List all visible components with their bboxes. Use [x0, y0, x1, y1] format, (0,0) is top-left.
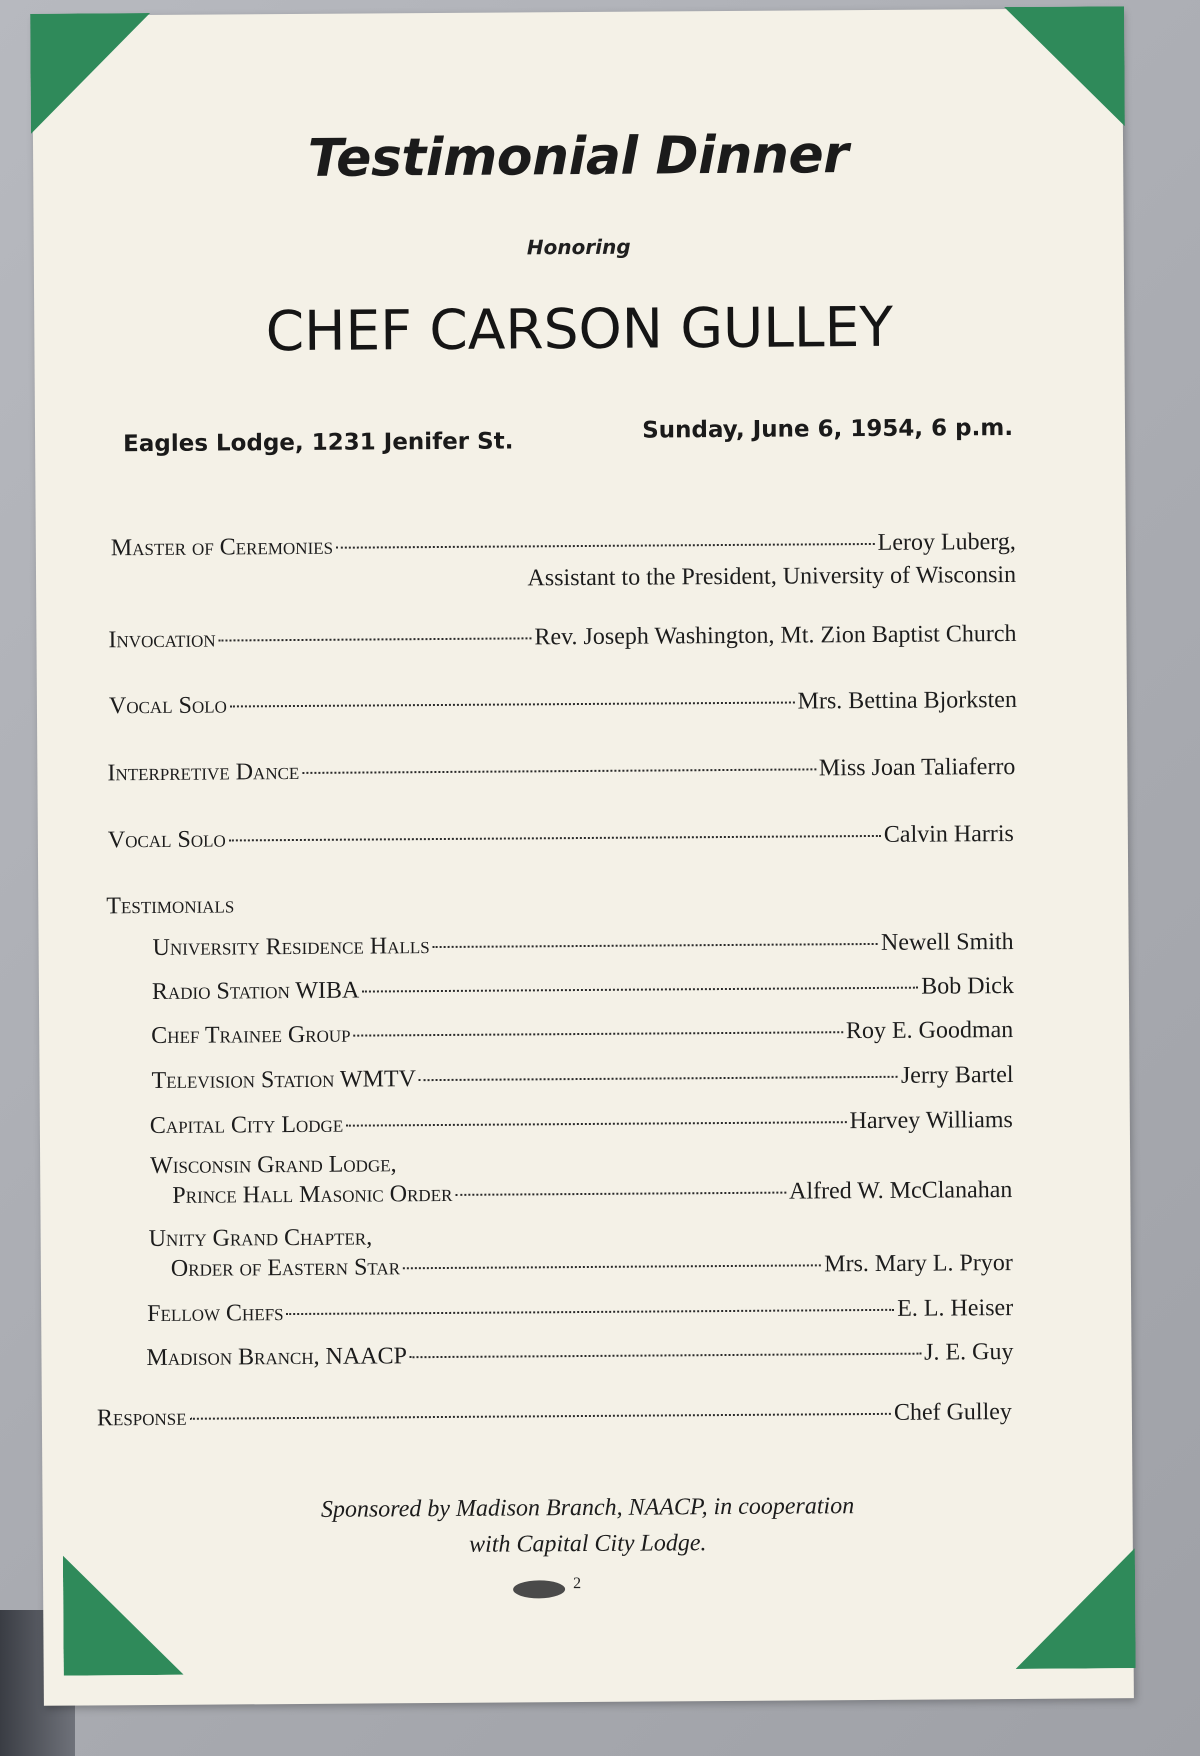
leader-dots — [433, 943, 878, 948]
testimonial-row — [147, 1295, 1013, 1328]
response-person: Chef Gulley — [893, 1399, 1012, 1426]
program-row — [111, 529, 1016, 562]
leader-dots — [287, 1309, 895, 1315]
page-title: Testimonial Dinner — [307, 125, 849, 189]
program-sheet — [32, 8, 1134, 1706]
testimonial-row — [152, 973, 1014, 1006]
program-role: Interpretive Dance — [107, 758, 300, 787]
program-row — [108, 821, 1014, 854]
program-role: Invocation — [108, 626, 216, 654]
testimonial-org: Radio Station WIBA — [151, 977, 360, 1006]
honoring-label: Honoring — [526, 234, 631, 260]
leader-dots — [362, 987, 918, 993]
photo-corner-top-left — [30, 13, 151, 134]
testimonial-person: Mrs. Mary L. Pryor — [824, 1250, 1013, 1278]
program-person: Rev. Joseph Washington, Mt. Zion Baptist Church — [534, 620, 1017, 651]
program-role: Vocal Solo — [108, 692, 227, 720]
testimonials-heading: Testimonials — [106, 892, 235, 920]
program-person: Miss Joan Taliaferro — [818, 753, 1016, 782]
leader-dots — [302, 768, 816, 774]
leader-dots — [219, 637, 532, 641]
testimonial-person: Bob Dick — [921, 972, 1015, 1000]
sponsor-line-2: with Capital City Lodge. — [469, 1530, 707, 1558]
leader-dots — [190, 1413, 891, 1420]
venue: Eagles Lodge, 1231 Jenifer St. — [123, 428, 514, 458]
testimonial-org: Chef Trainee Group — [151, 1021, 351, 1050]
leader-dots — [336, 543, 875, 549]
testimonial-row — [146, 1339, 1013, 1372]
program-person: Mrs. Bettina Bjorksten — [797, 686, 1018, 715]
testimonial-person: J. E. Guy — [924, 1339, 1014, 1366]
testimonial-org: Fellow Chefs — [147, 1300, 284, 1328]
testimonial-row — [171, 1250, 1013, 1283]
event-date: Sunday, June 6, 1954, 6 p.m. — [642, 414, 1014, 444]
testimonial-person: Alfred W. McClanahan — [788, 1177, 1013, 1205]
testimonial-org: Order of Eastern Star — [170, 1254, 401, 1282]
response-role: Response — [96, 1404, 187, 1432]
program-row — [109, 687, 1017, 720]
program-role: Vocal Solo — [107, 826, 226, 854]
honoree-name: CHEF CARSON GULLEY — [265, 294, 894, 364]
sponsor-note — [42, 1486, 1132, 1566]
mc-affiliation: Assistant to the President, University of Wisconsin — [527, 561, 1017, 592]
photo-corner-top-right — [1004, 6, 1125, 127]
leader-dots — [230, 702, 795, 708]
testimonial-row — [151, 1062, 1013, 1095]
program-row — [108, 621, 1016, 654]
leader-dots — [229, 835, 881, 842]
testimonial-person: Harvey Williams — [849, 1107, 1013, 1135]
leader-dots — [346, 1121, 846, 1126]
testimonial-org: Television Station WMTV — [151, 1066, 416, 1095]
program-row — [107, 754, 1015, 787]
photo-corner-bottom-right — [1015, 1548, 1136, 1669]
testimonial-org: Capital City Lodge — [149, 1111, 344, 1140]
testimonial-org-line1: Wisconsin Grand Lodge, — [150, 1151, 397, 1180]
testimonial-org: Prince Hall Masonic Order — [172, 1180, 453, 1209]
program-role: Master of Ceremonies — [110, 533, 334, 562]
testimonial-person: E. L. Heiser — [897, 1295, 1014, 1322]
testimonial-row — [172, 1177, 1012, 1210]
photo-corner-bottom-left — [63, 1555, 184, 1676]
program-person: Leroy Luberg, — [877, 528, 1016, 556]
testimonial-person: Newell Smith — [880, 928, 1014, 956]
sponsor-line-1: Sponsored by Madison Branch, NAACP, in cooperation — [320, 1493, 855, 1523]
leader-dots — [354, 1031, 843, 1036]
program-person: Calvin Harris — [883, 820, 1014, 848]
leader-dots — [410, 1353, 921, 1359]
union-label-icon — [513, 1580, 565, 1598]
testimonial-row — [150, 1107, 1013, 1140]
testimonial-org-line1: Unity Grand Chapter, — [148, 1224, 373, 1253]
leader-dots — [455, 1192, 786, 1196]
testimonial-person: Roy E. Goodman — [845, 1017, 1014, 1045]
testimonial-person: Jerry Bartel — [900, 1062, 1014, 1089]
leader-dots — [403, 1264, 821, 1269]
page-number: 2 — [573, 1575, 582, 1593]
leader-dots — [419, 1076, 898, 1081]
testimonial-org: University Residence Halls — [152, 933, 430, 962]
testimonial-org: Madison Branch, NAACP — [146, 1343, 408, 1372]
response-row — [97, 1399, 1012, 1432]
testimonial-row — [151, 1017, 1013, 1050]
testimonial-row — [153, 929, 1014, 962]
